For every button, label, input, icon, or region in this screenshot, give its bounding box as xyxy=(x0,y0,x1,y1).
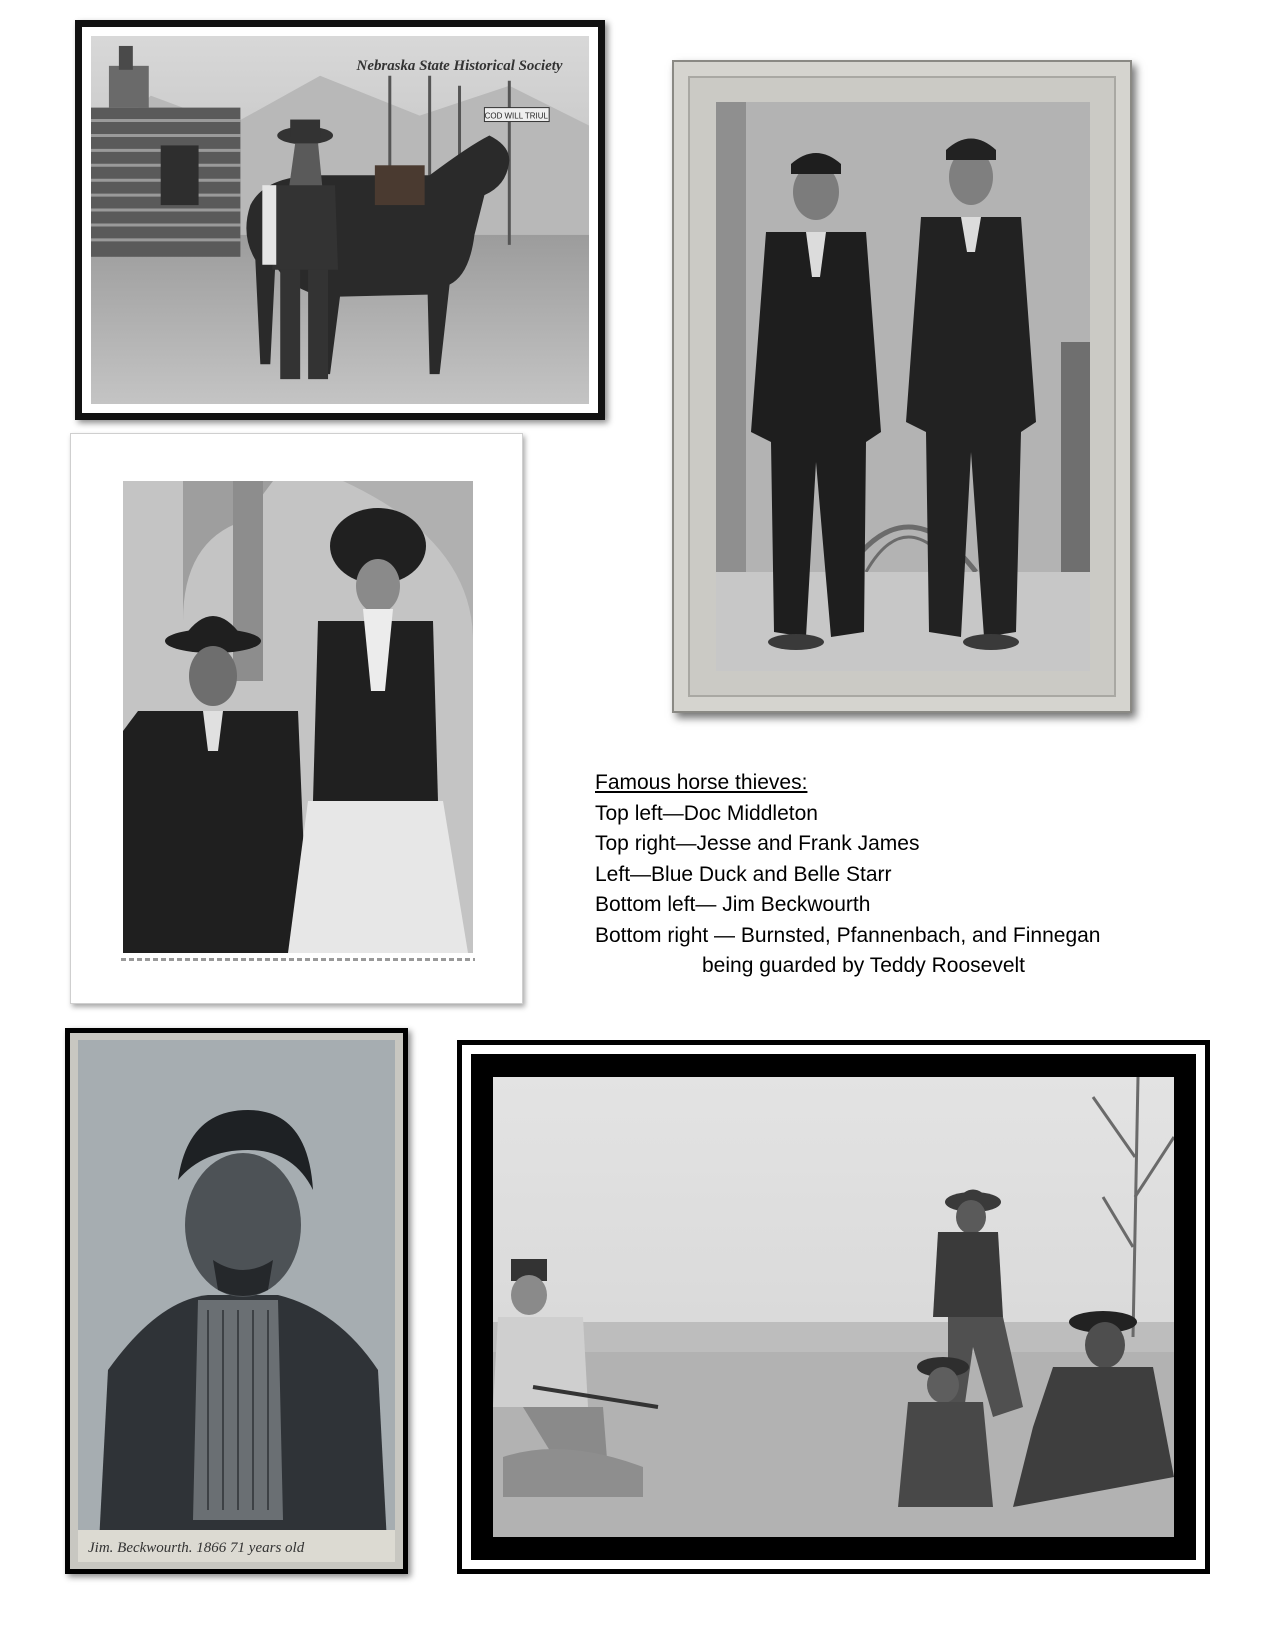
caption-line: Bottom right — Burnsted, Pfannenbach, and Finnegan xyxy=(595,923,1101,947)
sign-text: COD WILL TRIUL xyxy=(484,111,548,121)
watermark: Nebraska State Historical Society xyxy=(356,57,563,74)
photo-frame-top-left xyxy=(75,20,605,420)
caption-heading: Famous horse thieves: xyxy=(595,771,808,794)
photo-blue-duck-and-belle-starr xyxy=(123,481,473,953)
photo-frame-bottom-right xyxy=(457,1040,1210,1574)
photo-jim-beckwourth xyxy=(78,1040,395,1562)
caption-line: Top left—Doc Middleton xyxy=(595,801,818,825)
caption-line: Left—Blue Duck and Belle Starr xyxy=(595,862,892,886)
photo-jesse-and-frank-james xyxy=(716,102,1090,671)
caption-block xyxy=(595,768,1235,982)
photo-frame-middle-left xyxy=(70,433,523,1004)
caption-line: Top right—Jesse and Frank James xyxy=(595,832,920,855)
photo-frame-top-right xyxy=(672,60,1132,713)
photo-frame-bottom-left xyxy=(65,1028,408,1574)
inscription: Jim. Beckwourth. 1866 71 years old xyxy=(88,1540,305,1556)
photo-burnsted-pfannenbach-finnegan xyxy=(493,1077,1174,1537)
photo-doc-middleton xyxy=(91,36,589,404)
printed-caption-line xyxy=(121,958,475,961)
caption-line: being guarded by Teddy Roosevelt xyxy=(702,954,1026,977)
caption-line: Bottom left— Jim Beckwourth xyxy=(595,893,871,916)
